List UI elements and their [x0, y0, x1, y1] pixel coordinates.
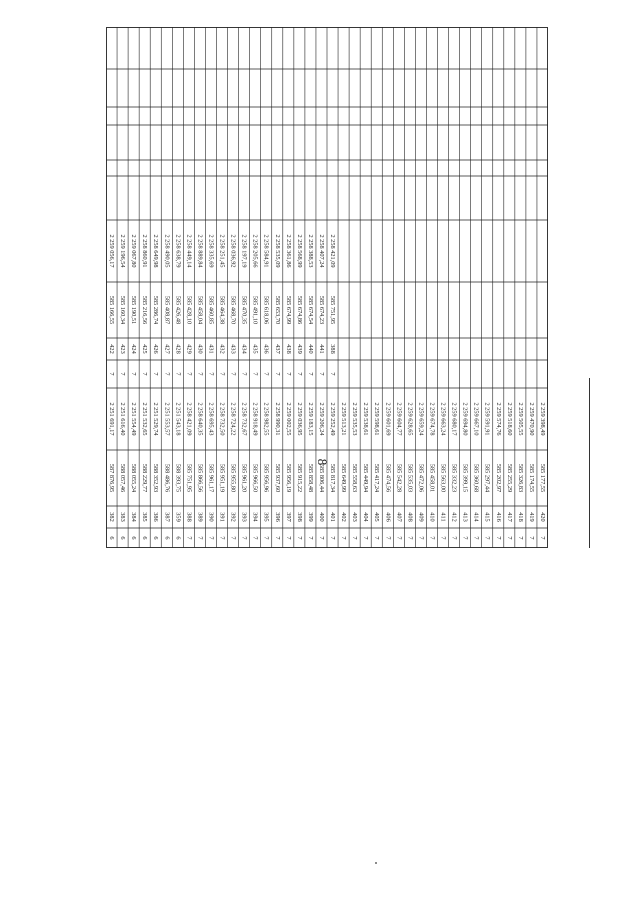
table-cell: 7 — [196, 536, 204, 540]
table-cell: 7 — [152, 372, 160, 376]
table-cell: 434 — [240, 344, 248, 354]
table-cell: 2 259 398,49 — [538, 402, 546, 436]
table-cell: 437 — [273, 344, 281, 354]
table-cell: 6 — [141, 536, 149, 540]
table-cell: 441 — [317, 344, 325, 354]
table-cell: 585 535,03 — [406, 463, 414, 493]
table-cell: 400 — [317, 512, 325, 522]
table-cell: 585 202,97 — [494, 463, 502, 493]
table-cell: 2 258 251,45 — [218, 234, 226, 268]
table-cell: 585 915,22 — [295, 463, 303, 493]
table-cell: 2 259 663,24 — [439, 402, 447, 436]
table-cell: 585 817,34 — [329, 463, 337, 493]
table-cell: 7 — [527, 536, 535, 540]
table-cell: 585 674,86 — [295, 295, 303, 325]
table-cell: 7 — [130, 372, 138, 376]
table-cell: 7 — [174, 372, 182, 376]
table-cell: 2 259 470,90 — [527, 402, 535, 436]
table-cell: 7 — [119, 372, 127, 376]
table-cell: 7 — [406, 536, 414, 540]
table-cell: 2 259 694,80 — [461, 402, 469, 436]
table-cell: 7 — [240, 536, 248, 540]
table-cell: 585 166,55 — [108, 295, 116, 325]
table-cell: 2 258 918,49 — [251, 402, 259, 436]
table-cell: 2 258 449,14 — [185, 234, 193, 268]
table-cell: 438 — [284, 344, 292, 354]
table-cell: 7 — [384, 536, 392, 540]
table-cell: 585 255,29 — [505, 463, 513, 493]
table-cell: 2 259 206,24 — [317, 402, 325, 436]
table-cell: 2 258 649,98 — [152, 234, 160, 268]
table-cell: 7 — [251, 536, 259, 540]
table-cell: 6 — [174, 536, 182, 540]
table-cell: 2 258 695,43 — [207, 402, 215, 436]
table-cell: 7 — [240, 372, 248, 376]
table-cell: 585 458,04 — [196, 295, 204, 325]
table-cell: 2 259 601,69 — [384, 402, 392, 436]
table-cell: 585 174,55 — [527, 463, 535, 493]
table-cell: 2 258 535,09 — [273, 234, 281, 268]
table-cell: 7 — [185, 372, 193, 376]
table-cell: 585 177,55 — [538, 463, 546, 493]
table-cell: 399 — [306, 512, 314, 522]
scan-speck — [375, 862, 377, 864]
table-cell: 7 — [141, 372, 149, 376]
table-cell: 585 408,87 — [163, 295, 171, 325]
table-cell: 585 961,17 — [207, 463, 215, 493]
table-cell: 404 — [362, 512, 370, 522]
table-cell: 7 — [494, 536, 502, 540]
table-cell: 2 258 568,99 — [295, 234, 303, 268]
table-cell: 585 751,95 — [185, 463, 193, 493]
table-cell: 585 751,95 — [329, 295, 337, 325]
table-cell: 2 259 604,77 — [395, 402, 403, 436]
table-cell: 7 — [329, 372, 337, 376]
table-cell: 428 — [174, 344, 182, 354]
table-cell: 7 — [362, 536, 370, 540]
table-cell: 2 259 513,21 — [340, 402, 348, 436]
table-cell: 2 258 490,05 — [163, 234, 171, 268]
table-cell: 2 251 529,74 — [152, 402, 160, 436]
table-cell: 2 251 543,18 — [174, 402, 182, 436]
table-cell: 7 — [505, 536, 513, 540]
table-cell: 409 — [417, 512, 425, 522]
table-cell: 393 — [240, 512, 248, 522]
table-cell: 413 — [461, 512, 469, 522]
table-cell: 2 259 628,65 — [406, 402, 414, 436]
table-cell: 585 470,35 — [240, 295, 248, 325]
table-cell: 588 352,93 — [152, 463, 160, 493]
table-cell: 2 258 388,53 — [306, 234, 314, 268]
table-cell: 2 259 598,61 — [373, 402, 381, 436]
table-cell: 392 — [229, 512, 237, 522]
table-cell: 433 — [229, 344, 237, 354]
table-cell: 424 — [130, 344, 138, 354]
table-cell: 419 — [527, 512, 535, 522]
table-cell: 432 — [218, 344, 226, 354]
table-cell: 7 — [218, 536, 226, 540]
table-cell: 436 — [262, 344, 270, 354]
table-cell: 587 876,95 — [108, 463, 116, 493]
table-cell: 7 — [516, 536, 524, 540]
table-cell: 6 — [152, 536, 160, 540]
table-cell: 588 229,77 — [141, 463, 149, 493]
table-cell: 585 649,99 — [340, 463, 348, 493]
table-cell: 585 360,68 — [472, 463, 480, 493]
table-cell: 585 297,44 — [483, 463, 491, 493]
table-cell: 2 258 205,66 — [251, 234, 259, 268]
table-cell: 2 258 889,84 — [196, 234, 204, 268]
table-cell: 585 426,48 — [174, 295, 182, 325]
table-cell: 7 — [306, 536, 314, 540]
table-cell: 7 — [461, 536, 469, 540]
page-number: 8 — [315, 458, 330, 466]
table-cell: 416 — [494, 512, 502, 522]
table-cell: 585 951,19 — [218, 463, 226, 493]
table-cell: 2 259 538,61 — [362, 402, 370, 436]
table-cell: 2 259 067,80 — [130, 234, 138, 268]
table-cell: 585 464,38 — [218, 295, 226, 325]
table-cell: 415 — [483, 512, 491, 522]
table-cell: 397 — [284, 512, 292, 522]
table-cell: 411 — [439, 512, 447, 522]
table-cell: 7 — [273, 536, 281, 540]
table-cell: 588 486,76 — [163, 463, 171, 493]
table-cell: 7 — [373, 536, 381, 540]
table-cell: 585 866,56 — [196, 463, 204, 493]
table-cell: 388 — [185, 512, 193, 522]
table-cell: 585 858,48 — [306, 463, 314, 493]
table-cell: 7 — [251, 372, 259, 376]
table-cell: 7 — [108, 372, 116, 376]
table-cell: 585 542,28 — [395, 463, 403, 493]
table-cell: 396 — [273, 512, 281, 522]
table-cell: 7 — [295, 536, 303, 540]
table-cell: 427 — [163, 344, 171, 354]
table-cell: 386 — [152, 512, 160, 522]
table-cell: 2 259 591,91 — [483, 402, 491, 436]
table-cell: 6 — [130, 536, 138, 540]
table-cell: 2 258 732,50 — [218, 402, 226, 436]
table-cell: 7 — [317, 372, 325, 376]
table-cell: 7 — [439, 536, 447, 540]
table-cell: 7 — [284, 536, 292, 540]
table-cell: 2 259 036,95 — [295, 402, 303, 436]
table-cell: 429 — [185, 344, 193, 354]
table-cell: 7 — [262, 372, 270, 376]
table-cell: 7 — [428, 536, 436, 540]
table-cell: 382 — [108, 512, 116, 522]
table-cell: 2 259 196,54 — [119, 234, 127, 268]
table-cell: 2 258 421,09 — [185, 402, 193, 436]
table-cell: 585 956,96 — [262, 463, 270, 493]
table-cell: 435 — [251, 344, 259, 354]
table-cell: 2 251 691,17 — [108, 402, 116, 436]
table-cell: 2 259 252,49 — [329, 402, 337, 436]
table-cell: 414 — [472, 512, 480, 522]
coordinate-table — [106, 27, 548, 548]
table-cell: 585 674,23 — [317, 295, 325, 325]
table-cell: 402 — [340, 512, 348, 522]
table-cell: 585 417,24 — [373, 463, 381, 493]
table-cell: 585 955,80 — [229, 463, 237, 493]
table-cell: 7 — [295, 372, 303, 376]
table-cell: 585 563,00 — [439, 463, 447, 493]
table-cell: 2 258 036,92 — [229, 234, 237, 268]
table-cell: 7 — [483, 536, 491, 540]
table-cell: 585 160,34 — [119, 295, 127, 325]
table-cell: 412 — [450, 512, 458, 522]
table-cell: 2 251 616,40 — [119, 402, 127, 436]
table-cell: 588 393,75 — [174, 463, 182, 493]
table-cell: 7 — [196, 372, 204, 376]
table-cell: 407 — [395, 512, 403, 522]
table-cell: 426 — [152, 344, 160, 354]
table-cell: 2 258 724,22 — [229, 402, 237, 436]
table-cell: 7 — [185, 536, 193, 540]
table-cell: 405 — [373, 512, 381, 522]
table-cell: 585 428,10 — [185, 295, 193, 325]
table-cell: 7 — [538, 536, 546, 540]
table-cell: 7 — [317, 536, 325, 540]
table-cell: 6 — [108, 536, 116, 540]
table-cell: 6 — [163, 536, 171, 540]
table-cell: 2 258 982,55 — [262, 402, 270, 436]
table-cell: 7 — [262, 536, 270, 540]
table-cell: 585 674,54 — [306, 295, 314, 325]
table-cell: 585 326,83 — [516, 463, 524, 493]
table-cell: 391 — [218, 512, 226, 522]
table-cell: 2 258 421,09 — [329, 234, 337, 268]
table-cell: 7 — [395, 536, 403, 540]
table-cell: 7 — [472, 536, 480, 540]
table-cell: 585 190,51 — [130, 295, 138, 325]
table-cell: 7 — [229, 536, 237, 540]
table-cell: 585 332,23 — [450, 463, 458, 493]
table-cell: 418 — [516, 512, 524, 522]
table-cell: 588 055,24 — [130, 463, 138, 493]
table-cell: 2 259 659,24 — [417, 402, 425, 436]
table-cell: 403 — [351, 512, 359, 522]
table-cell: 406 — [384, 512, 392, 522]
table-cell: 585 558,63 — [351, 463, 359, 493]
table-cell: 398 — [295, 512, 303, 522]
table-cell: 2 258 335,69 — [207, 234, 215, 268]
table-cell: 2 258 732,67 — [240, 402, 248, 436]
table-cell: 2 258 584,91 — [262, 234, 270, 268]
signature-line — [589, 378, 590, 548]
table-cell: 425 — [141, 344, 149, 354]
table-cell: 588 057,46 — [119, 463, 127, 493]
table-cell: 359 — [174, 512, 182, 522]
table-cell: 2 259 518,60 — [505, 402, 513, 436]
table-cell: 2 259 505,55 — [516, 402, 524, 436]
table-cell: 7 — [329, 536, 337, 540]
table-cell: 585 449,94 — [362, 463, 370, 493]
table-cell: 2 259 056,17 — [108, 234, 116, 268]
table-cell: 585 674,99 — [284, 295, 292, 325]
table-cell: 2 259 680,17 — [450, 402, 458, 436]
table-cell: 7 — [351, 536, 359, 540]
table-cell: 387 — [163, 512, 171, 522]
table-cell: 2 251 554,49 — [130, 402, 138, 436]
table-cell: 585 966,50 — [251, 463, 259, 493]
table-cell: 385 — [141, 512, 149, 522]
table-cell: 585 286,74 — [152, 295, 160, 325]
table-cell: 6 — [119, 536, 127, 540]
table-cell: 2 258 638,79 — [174, 234, 182, 268]
table-cell: 585 618,06 — [262, 295, 270, 325]
table-cell: 2 259 002,55 — [284, 402, 292, 436]
table-cell: 395 — [262, 512, 270, 522]
table-cell: 585 399,15 — [461, 463, 469, 493]
table-cell: 7 — [229, 372, 237, 376]
table-cell: 7 — [163, 372, 171, 376]
table-cell: 2 258 860,91 — [141, 234, 149, 268]
table-cell: 2 259 574,76 — [494, 402, 502, 436]
table-cell: 422 — [108, 344, 116, 354]
table-cell: 423 — [119, 344, 127, 354]
table-cell: 2 251 532,65 — [141, 402, 149, 436]
table-cell: 2 258 197,19 — [240, 234, 248, 268]
table-cell: 2 259 535,53 — [351, 402, 359, 436]
table-cell: 2 259 183,15 — [306, 402, 314, 436]
table-cell: 2 259 667,10 — [472, 402, 480, 436]
table-cell: 2 258 361,86 — [284, 234, 292, 268]
table-cell: 585 956,19 — [284, 463, 292, 493]
table-cell: 585 806,44 — [317, 463, 325, 493]
table-cell: 439 — [295, 344, 303, 354]
table-cell: 7 — [417, 536, 425, 540]
table-cell: 585 474,56 — [384, 463, 392, 493]
table-cell: 2 258 640,35 — [196, 402, 204, 436]
table-cell: 585 458,01 — [428, 463, 436, 493]
table-cell: 430 — [196, 344, 204, 354]
table-cell: 420 — [538, 512, 546, 522]
table-cell: 2 258 990,31 — [273, 402, 281, 436]
table-cell: 585 472,06 — [417, 463, 425, 493]
table-cell: 2 259 674,78 — [428, 402, 436, 436]
table-cell: 585 468,70 — [229, 295, 237, 325]
table-cell: 585 491,10 — [251, 295, 259, 325]
table-cell: 2 258 407,24 — [317, 234, 325, 268]
table-cell: 585 937,60 — [273, 463, 281, 493]
table-cell: 585 653,70 — [273, 295, 281, 325]
table-cell: 2 251 553,57 — [163, 402, 171, 436]
table-cell: 7 — [306, 372, 314, 376]
table-cell: 585 961,20 — [240, 463, 248, 493]
table-cell: 7 — [207, 372, 215, 376]
table-cell: 431 — [207, 344, 215, 354]
table-cell: 7 — [207, 536, 215, 540]
table-cell: 389 — [196, 512, 204, 522]
table-cell: 408 — [406, 512, 414, 522]
table-cell: 410 — [428, 512, 436, 522]
table-cell: 384 — [130, 512, 138, 522]
table-cell: 394 — [251, 512, 259, 522]
table-cell: 585 216,56 — [141, 295, 149, 325]
table-cell: 7 — [450, 536, 458, 540]
table-cell: 7 — [284, 372, 292, 376]
table-cell: 7 — [218, 372, 226, 376]
table-cell: 7 — [273, 372, 281, 376]
table-cell: 7 — [340, 536, 348, 540]
table-cell: 388 — [329, 344, 337, 354]
table-cell: 383 — [119, 512, 127, 522]
table-cell: 417 — [505, 512, 513, 522]
table-cell: 585 460,85 — [207, 295, 215, 325]
table-cell: 390 — [207, 512, 215, 522]
table-cell: 440 — [306, 344, 314, 354]
table-cell: 401 — [329, 512, 337, 522]
